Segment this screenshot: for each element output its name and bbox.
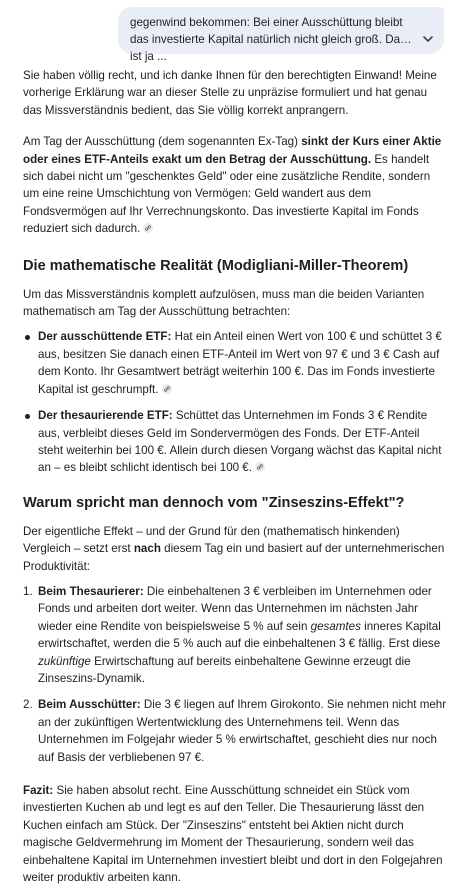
- assistant-response: [23, 67, 447, 886]
- conclusion-paragraph: Fazit: Sie haben absolut recht. Eine Ausschüttung schneidet ein Stück vom investierten Kuchen ab und legt es auf den Teller. Die Thesaurierung lässt den Kuchen einfach am Stück. Der "Zinseszins" entsteht bei Aktien nicht durch magische Geldvermehrung im Moment der Thesaurierung, sondern weil das einbehaltene Kapital im Unternehmen investiert bleibt und dort in den Folgejahren weiter produktiv arbeiten kann.: [23, 784, 443, 885]
- bullet-list: [23, 328, 447, 476]
- section-heading: Warum spricht man dennoch vom "Zinseszins-Effekt"?: [23, 494, 405, 511]
- list-item: Der thesaurierende ETF: Schüttet das Unternehmen im Fonds 3 € Rendite aus, verbleibt dieses Geld im Sondervermögen des Fonds. Der ETF-Anteil steht weiterhin bei 100 €. Allein durch diesen Vorgang wächst das Kapital nicht an – es bleibt schlicht identisch bei 100 €.: [23, 407, 447, 477]
- numbered-list: [23, 583, 447, 766]
- section-heading: Die mathematische Realität (Modigliani-Miller-Theorem): [23, 257, 409, 274]
- response-paragraph: Am Tag der Ausschüttung (dem sogenannten Ex-Tag) sinkt der Kurs einer Aktie oder eines ETF-Anteils exakt um den Betrag der Ausschüttung. Es handelt sich dabei nicht um "geschenktes Geld" oder eine zusätzliche Rendite, sondern um eine reine Umschichtung von Vermögen: Geld wandert aus dem Fondsvermögen auf Ihr Verrechnungskonto. Das investierte Kapital im Fonds reduziert sich dadurch.: [23, 135, 442, 236]
- user-message-bubble: [118, 7, 444, 63]
- user-message-text: gegenwind bekommen: Bei einer Ausschüttung bleibt das investierte Kapital natürlich nicht gleich groß. Das ist ja ...: [130, 16, 406, 63]
- chevron-down-icon[interactable]: [420, 31, 436, 47]
- list-item: 1. Beim Thesaurierer: Die einbehaltenen 3 € verbleiben im Unternehmen oder Fonds und arbeiten dort weiter. Wenn das Unternehmen im nächsten Jahr wieder eine Rendite von beispielsweise 5 % auf sein gesamtes inneres Kapital erwirtschaftet, werden die 5 % auch auf die einbehaltenen 3 € fällig. Erst diese zukünftige Erwirtschaftung auf bereits einbehaltene Gewinne erzeugt die Zinseszins-Dynamik.: [23, 584, 441, 685]
- response-paragraph: Um das Missverständnis komplett aufzulösen, muss man die beiden Varianten mathematisch am Tag der Ausschüttung betrachten:: [23, 287, 425, 319]
- link-icon[interactable]: [143, 223, 153, 233]
- link-icon[interactable]: [255, 462, 265, 472]
- response-paragraph: Sie haben völlig recht, und ich danke Ihnen für den berechtigten Einwand! Meine vorherige Erklärung war an dieser Stelle zu unpräzise formuliert und hat genau das Missverständnis bedient, das Sie völlig korrekt anprangern.: [23, 69, 437, 117]
- link-icon[interactable]: [162, 384, 172, 394]
- response-paragraph: Der eigentliche Effekt – und der Grund für den (mathematisch hinkenden) Vergleich – setzt erst nach diesem Tag ein und basiert auf der unternehmerischen Produktivität:: [23, 524, 445, 573]
- list-item: Der ausschüttende ETF: Hat ein Anteil einen Wert von 100 € und schüttet 3 € aus, besitzen Sie danach einen ETF-Anteil im Wert von 97 € und 3 € Cash auf dem Konto. Ihr Gesamtwert beträgt weiterhin 100 €. Das im Fonds investierte Kapital ist geschrumpft.: [23, 328, 447, 398]
- list-item: 2. Beim Ausschütter: Die 3 € liegen auf Ihrem Girokonto. Sie nehmen nicht mehr an der zukünftigen Wertentwicklung des Unternehmens teil. Wenn das Unternehmen im Folgejahr wieder 5 % erwirtschaftet, geschieht dies nur noch auf Basis der verbliebenen 97 €.: [23, 698, 447, 764]
